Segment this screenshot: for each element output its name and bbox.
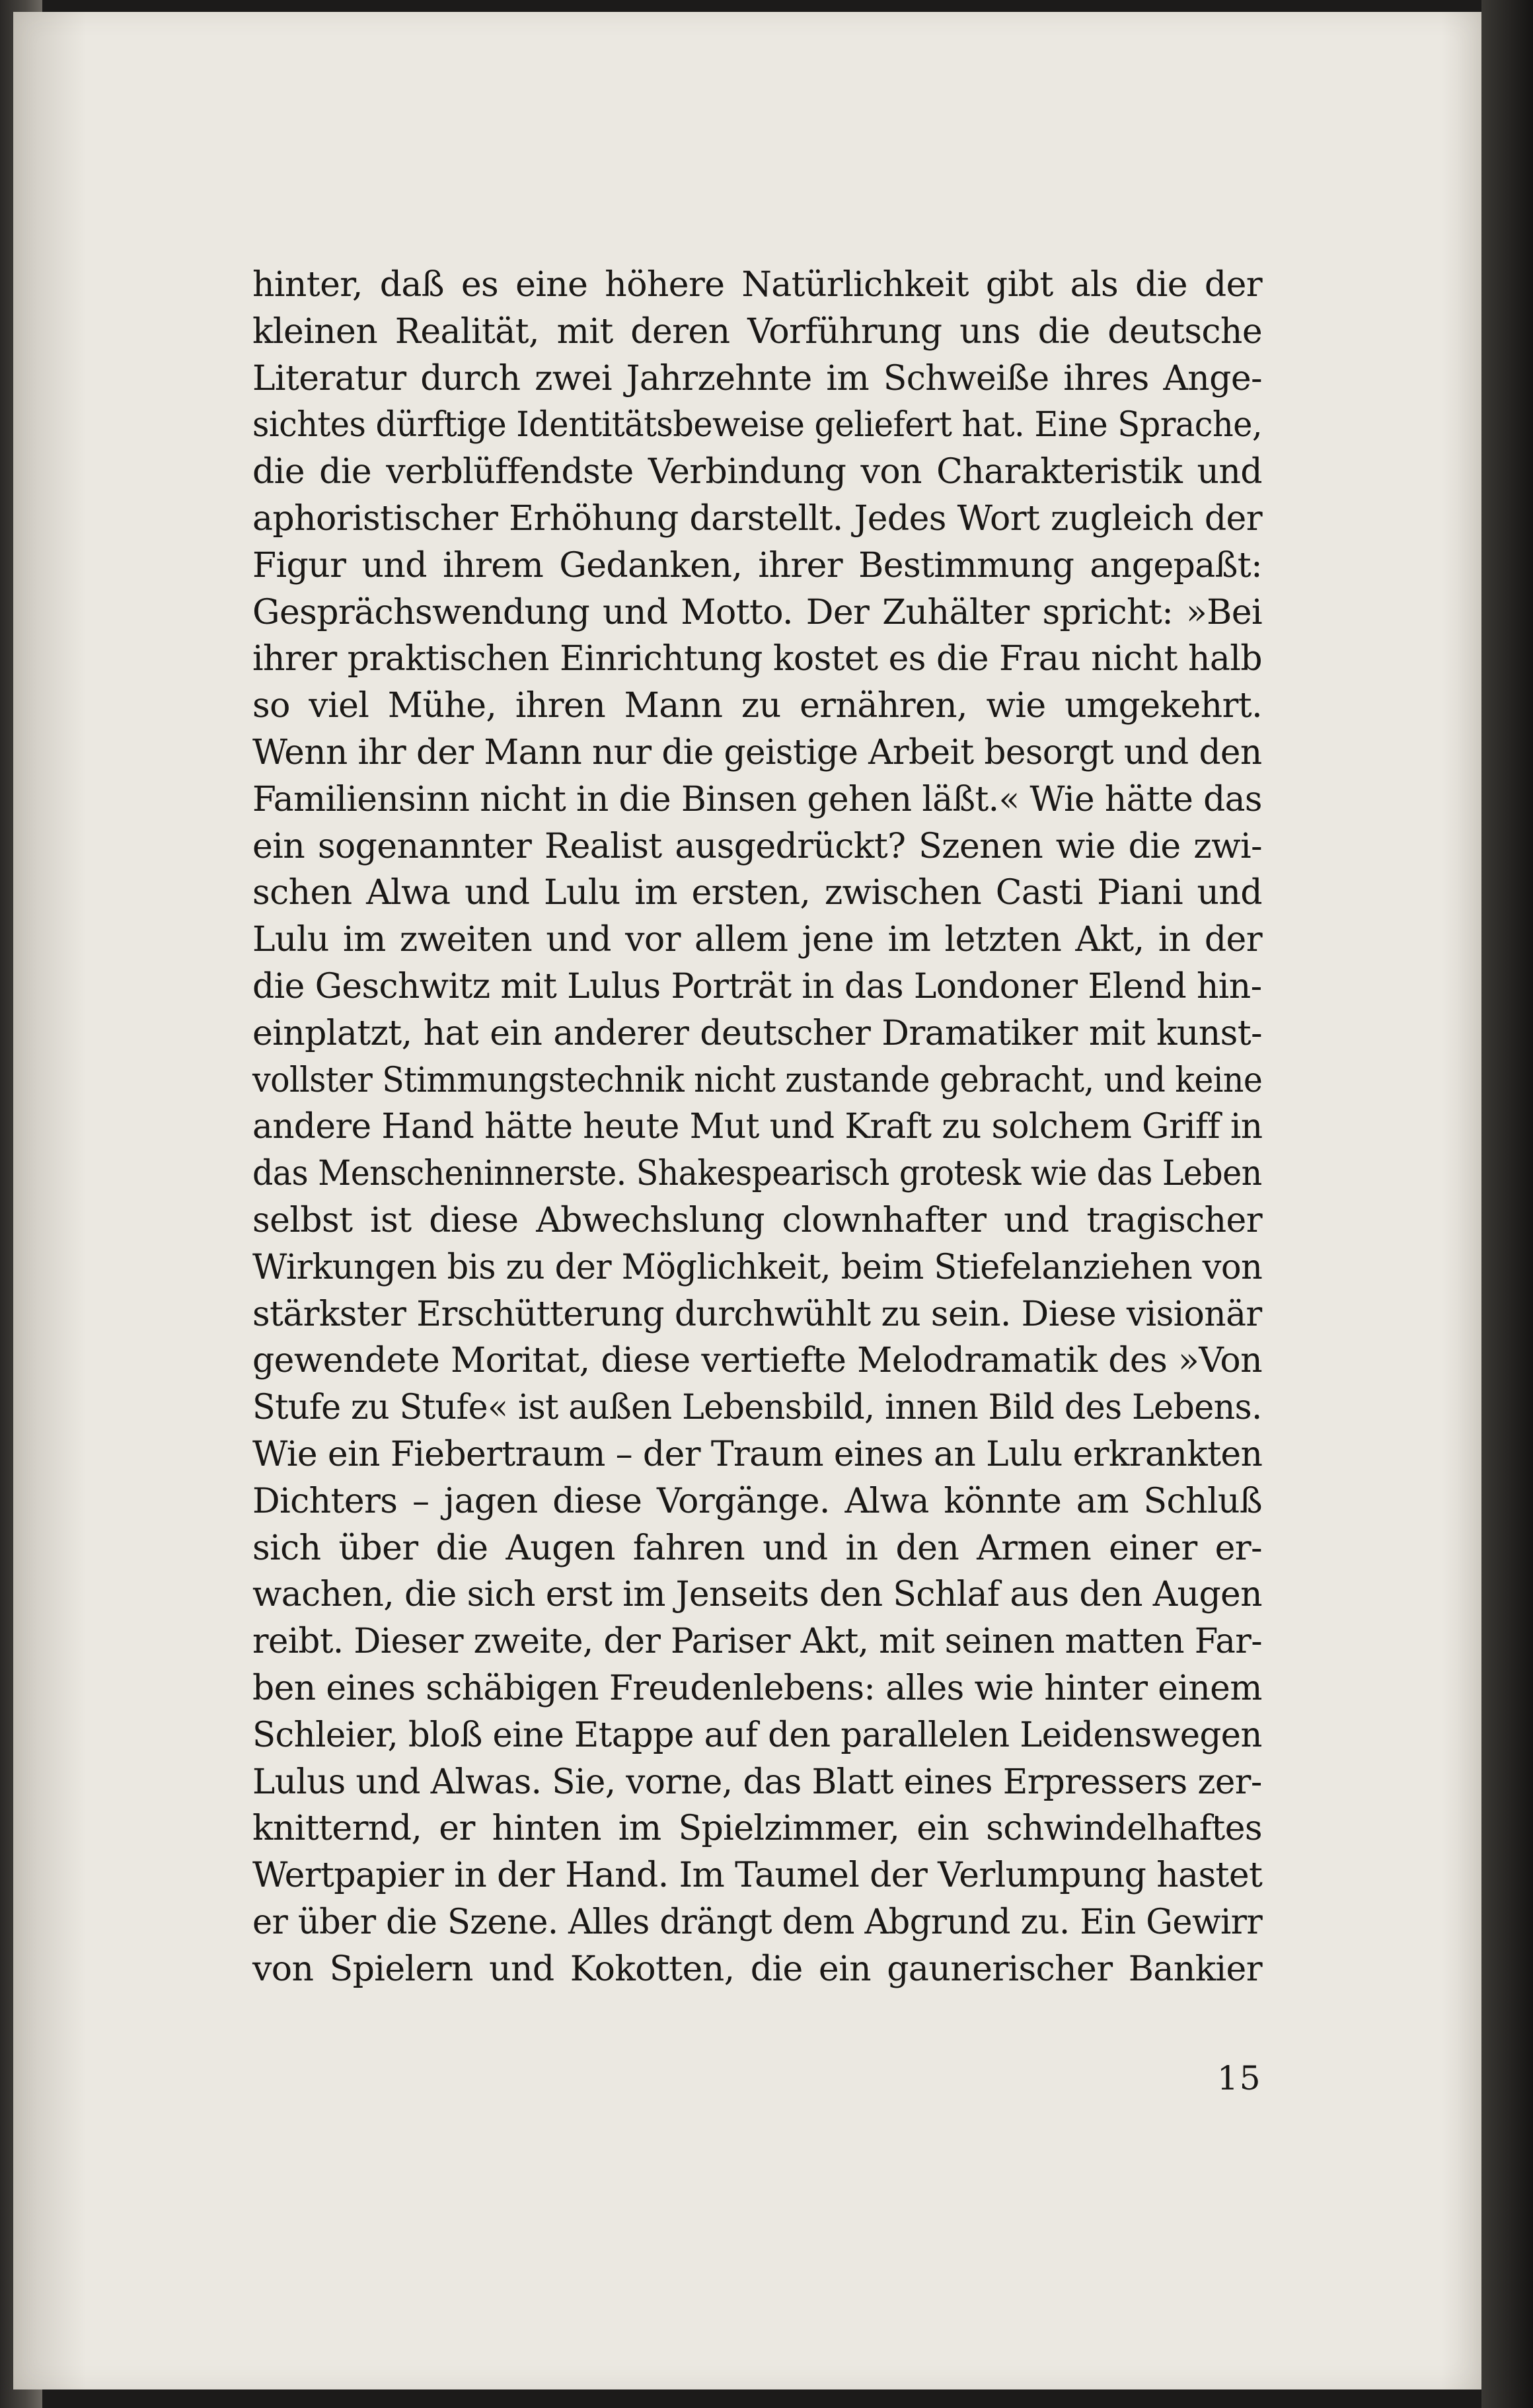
text-line: von Spielern und Kokotten, die ein gaunerischer Bankier xyxy=(252,1949,1262,1989)
text-line: reibt. Dieser zweite, der Pariser Akt, mit seinen matten Far- xyxy=(252,1622,1262,1662)
text-line: Wirkungen bis zu der Möglichkeit, beim Stiefelanziehen von xyxy=(252,1247,1263,1287)
text-line: sich über die Augen fahren und in den Armen einer er- xyxy=(252,1528,1262,1568)
text-line: ben eines schäbigen Freudenlebens: alles wie hinter einem xyxy=(252,1668,1262,1708)
text-line: sichtes dürftige Identitätsbeweise geliefert hat. Eine Sprache, xyxy=(252,405,1262,445)
text-line: so viel Mühe, ihren Mann zu ernähren, wie umgekehrt. xyxy=(252,686,1262,726)
text-line: das Menscheninnerste. Shakespearisch grotesk wie das Leben xyxy=(252,1154,1262,1194)
text-line: Schleier, bloß eine Etappe auf den parallelen Leidenswegen xyxy=(252,1715,1262,1755)
text-line: Dichters – jagen diese Vorgänge. Alwa könnte am Schluß xyxy=(252,1481,1262,1521)
text-line: stärkster Erschütterung durchwühlt zu sein. Diese visionär xyxy=(252,1294,1262,1334)
text-line: hinter, daß es eine höhere Natürlichkeit gibt als die der xyxy=(252,265,1262,305)
text-line: knitternd, er hinten im Spielzimmer, ein schwindelhaftes xyxy=(252,1809,1262,1849)
page-number: 15 xyxy=(1217,2059,1262,2097)
text-line: ein sogenannter Realist ausgedrückt? Szenen wie die zwi- xyxy=(252,826,1262,866)
text-line: aphoristischer Erhöhung darstellt. Jedes Wort zugleich der xyxy=(252,498,1262,539)
text-line: die Geschwitz mit Lulus Porträt in das Londoner Elend hin- xyxy=(252,966,1262,1006)
body-text xyxy=(252,262,1262,1992)
text-line: Wie ein Fiebertraum – der Traum eines an Lulu erkrankten xyxy=(252,1434,1263,1474)
right-background xyxy=(1481,0,1533,2408)
text-line: einplatzt, hat ein anderer deutscher Dramatiker mit kunst- xyxy=(252,1013,1262,1053)
text-line: Figur und ihrem Gedanken, ihrer Bestimmung angepaßt: xyxy=(252,545,1262,585)
text-line: gewendete Moritat, diese vertiefte Melodramatik des »Von xyxy=(252,1341,1262,1381)
text-line: Wertpapier in der Hand. Im Taumel der Verlumpung hastet xyxy=(252,1856,1263,1896)
text-line: Stufe zu Stufe« ist außen Lebensbild, innen Bild des Lebens. xyxy=(252,1388,1262,1428)
text-line: andere Hand hätte heute Mut und Kraft zu solchem Griff in xyxy=(252,1107,1263,1147)
text-line: wachen, die sich erst im Jenseits den Schlaf aus den Augen xyxy=(252,1575,1262,1615)
text-line: Gesprächswendung und Motto. Der Zuhälter spricht: »Bei xyxy=(252,592,1262,632)
text-line: Familiensinn nicht in die Binsen gehen läßt.« Wie hätte das xyxy=(252,779,1262,819)
text-line: kleinen Realität, mit deren Vorführung uns die deutsche xyxy=(252,311,1262,352)
text-line: ihrer praktischen Einrichtung kostet es die Frau nicht halb xyxy=(252,639,1262,679)
text-line: er über die Szene. Alles drängt dem Abgrund zu. Ein Gewirr xyxy=(252,1902,1263,1942)
text-line: Lulus und Alwas. Sie, vorne, das Blatt eines Erpressers zer- xyxy=(252,1762,1262,1802)
text-line: schen Alwa und Lulu im ersten, zwischen Casti Piani und xyxy=(252,873,1262,913)
text-line: Lulu im zweiten und vor allem jene im letzten Akt, in der xyxy=(252,920,1262,960)
text-line: selbst ist diese Abwechslung clownhafter und tragischer xyxy=(252,1200,1262,1240)
text-line: Literatur durch zwei Jahrzehnte im Schweiße ihres Ange- xyxy=(252,358,1262,398)
text-line: vollster Stimmungstechnik nicht zustande gebracht, und keine xyxy=(252,1060,1263,1100)
text-line: die die verblüffendste Verbindung von Charakteristik und xyxy=(252,452,1262,492)
book-page xyxy=(13,12,1481,2389)
text-line: Wenn ihr der Mann nur die geistige Arbeit besorgt und den xyxy=(252,732,1262,772)
